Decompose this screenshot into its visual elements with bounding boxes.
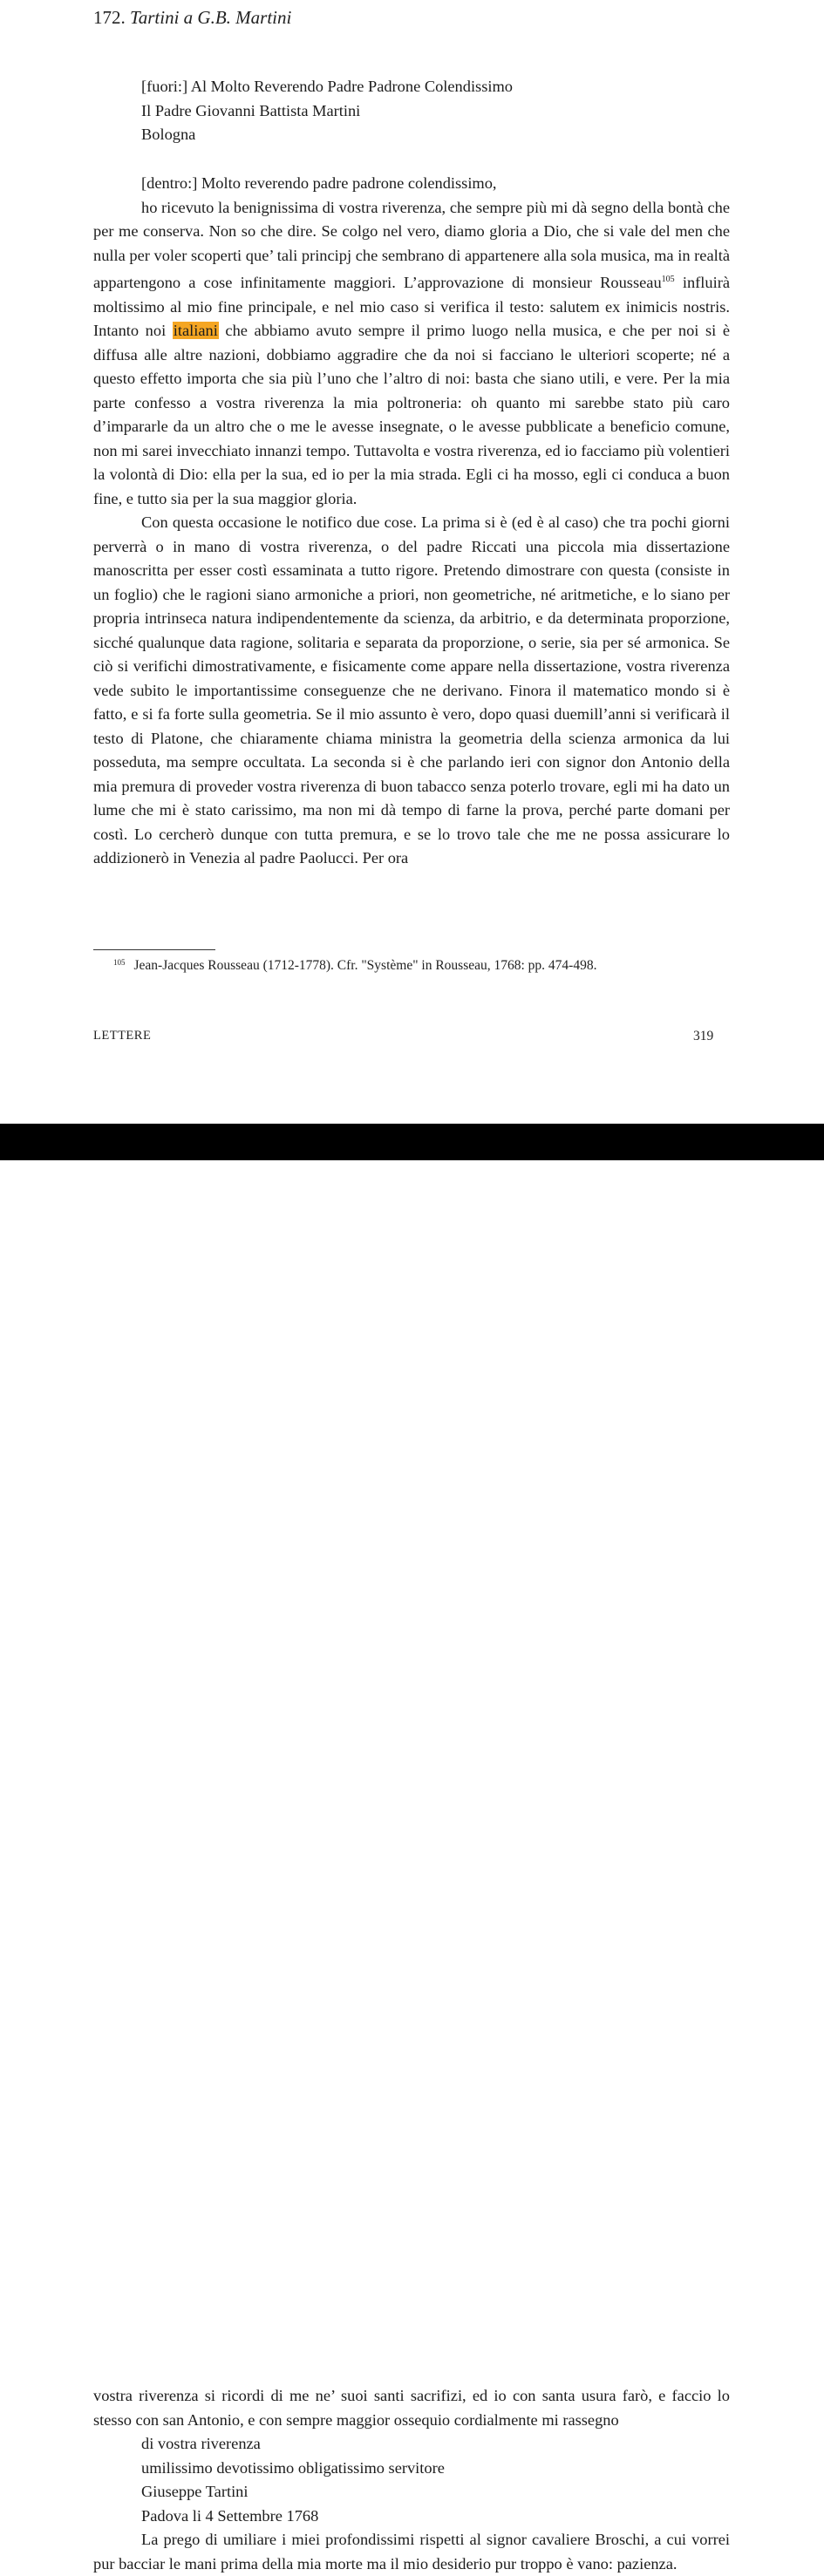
footnote-text: Jean-Jacques Rousseau (1712-1778). Cfr. "Système" in Rousseau, 1768: pp. 474-498. bbox=[133, 958, 597, 973]
next-page bbox=[0, 1160, 824, 2573]
date-line: Padova li 4 Settembre 1768 bbox=[141, 2506, 319, 2525]
letter-heading bbox=[93, 7, 291, 29]
salutation: [dentro:] Molto reverendo padre padrone colendissimo, bbox=[141, 174, 497, 192]
paragraph-1-text-c: che abbiamo avuto sempre il primo luogo nella musica, e che per noi si è diffusa alle altre nazioni, dobbiamo aggradire che da noi si facciano le ulteriori scoperte; né a questo effetto importa che sia più l’uno che l’altro di noi: basta che siano utili, e vere. Per la mia parte confesso a vostra riverenza la mia poltroneria: oh quanto mi sarebbe stato più caro d’impararle da un altro che o me le avesse insegnate, o le avesse pubblicate a beneficio comune, non mi sarei invecchiato innanzi tempo. Tuttavolta e vostra riverenza, ed io facciamo più volentieri la volontà di Dio: ella per la sua, ed io per la mia strada. Egli ci ha mosso, egli ci conduca a buon fine, e tutto sia per la sua maggior gloria. bbox=[93, 322, 730, 507]
letter-body bbox=[93, 172, 730, 871]
address-line-2: Il Padre Giovanni Battista Martini bbox=[141, 101, 361, 119]
letter-title: Tartini a G.B. Martini bbox=[130, 7, 292, 28]
address-line-3: Bologna bbox=[141, 126, 196, 143]
footnote bbox=[113, 958, 596, 974]
paragraph-1-text-b: influirà moltissimo al mio fine principale, e nel mio caso si verifica il testo: salutem ex inimicis nostris. Intanto noi bbox=[93, 274, 730, 339]
highlighted-word[interactable]: italiani bbox=[173, 322, 218, 339]
paragraph-1 bbox=[93, 196, 730, 512]
footnote-number: 105 bbox=[113, 958, 126, 967]
signature: Giuseppe Tartini bbox=[141, 2483, 249, 2500]
page-separator-band bbox=[0, 1124, 824, 1160]
letter-number: 172. bbox=[93, 7, 126, 28]
running-footer-title: LETTERE bbox=[93, 1029, 152, 1043]
footnote-reference[interactable]: 105 bbox=[661, 275, 675, 284]
page-319 bbox=[0, 0, 824, 1124]
paragraph-2: Con questa occasione le notifico due cose. La prima si è (ed è al caso) che tra pochi giorni perverrà o in mano di vostra riverenza, o del padre Riccati una piccola mia dissertazione manoscritta per esser costì essaminata a tutto rigore. Pretendo dimostrare con questa (consiste in un foglio) che le ragioni siano armoniche a priori, non geometriche, né aritmetiche, e lo siano per propria intrinseca natura indipendentemente da scienza, da arbitrio, e da determinata proporzione, sicché qualunque data ragione, solitaria e separata da proporzione, o serie, sia per sé armonica. Se ciò si verifichi dimostrativamente, e fisicamente come appare nella dissertazione, vostra riverenza vede subito le importantissime conseguenze che ne derivano. Finora il matematico mondo si è fatto, e si fa forte sulla geometria. Se il mio assunto è vero, dopo quasi duemill’anni si verificarà il testo di Platone, che chiaramente chiama ministra la geometria della scienza armonica da lui posseduta, ma sempre occultata. La seconda si è che parlando ieri con signor don Antonio della mia premura di proveder vostra riverenza di buon tabacco senza poterlo trovare, egli mi ha dato un lume che mi è stato carissimo, ma non mi dà tempo di farne la prova, perché parte domani per costì. Lo cercherò dunque con tutta premura, e se lo trovo tale che me ne possa assicurare lo addizionerò in Venezia al padre Paolucci. Per ora bbox=[93, 513, 730, 867]
continuation-paragraph: vostra riverenza si ricordi di me ne’ suoi santi sacrifizi, ed io con santa usura farò, e faccio lo stesso con san Antonio, e con sempre maggior ossequio cordialmente mi rassegno bbox=[93, 2387, 730, 2429]
continuation-text bbox=[93, 2384, 730, 2576]
postscript: La prego di umiliare i miei profondissimi rispetti al signor cavaliere Broschi, a cui vorrei pur bacciar le mani prima della mia morte ma il mio desiderio pur troppo è vano: pazienza. bbox=[93, 2531, 730, 2573]
closing-line-1: di vostra riverenza bbox=[141, 2435, 261, 2452]
address-line-1: [fuori:] Al Molto Reverendo Padre Padrone Colendissimo bbox=[141, 78, 513, 95]
footnote-divider bbox=[93, 949, 215, 950]
address-block bbox=[141, 75, 682, 147]
page-number: 319 bbox=[693, 1029, 714, 1043]
paragraph-1-text-a: ho ricevuto la benignissima di vostra riverenza, che sempre più mi dà segno della bontà che per me conserva. Non so che dire. Se colgo nel vero, diamo gloria a Dio, che si vale del men che nulla per voler scoperti que’ tali principj che sembrano di appartenere alla sola musica, ma in realtà appartengono a cose infinitamente maggiori. L’approvazione di monsieur Rousseau bbox=[93, 198, 730, 291]
closing-line-2: umilissimo devotissimo obligatissimo servitore bbox=[141, 2458, 445, 2477]
